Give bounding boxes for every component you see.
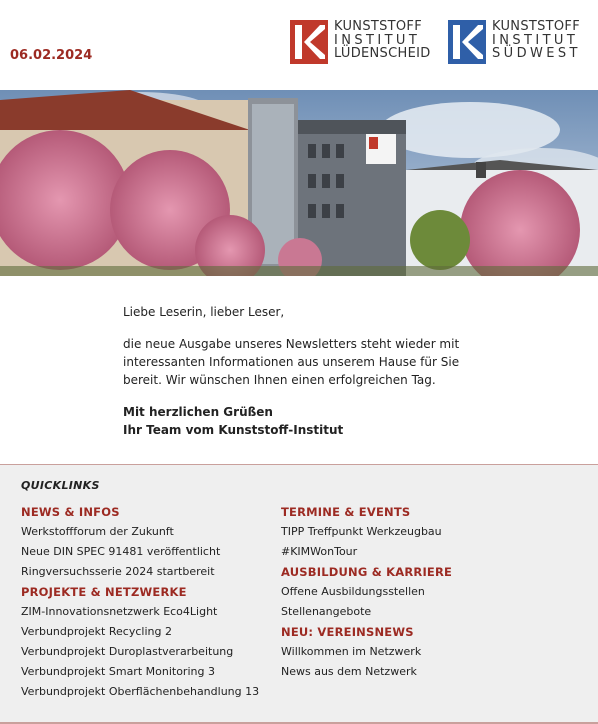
k-logo-red-icon [290,20,328,64]
quicklink[interactable]: #KIMWonTour [281,545,358,558]
quicklink[interactable]: Stellenangebote [281,605,372,618]
quicklinks-section [0,464,598,724]
intro-body: die neue Ausgabe unseres Newsletters steht wieder mit interessanten Informationen aus unserem Hause für Sie bereit. Wir wünschen Ihnen einen erfolgreichen Tag. [123,337,460,387]
quicklink[interactable]: News aus dem Netzwerk [281,665,417,678]
quicklink[interactable]: ZIM-Innovationsnetzwerk Eco4Light [21,605,218,618]
signature-line-1: Mit herzlichen Grüßen [123,405,273,419]
quicklink[interactable]: Verbundprojekt Recycling 2 [21,625,172,638]
quicklink[interactable]: Ringversuchsserie 2024 startbereit [21,565,215,578]
logo-right-line2: INSTITUT [492,32,579,48]
logo-kunststoff-institut-suedwest[interactable] [448,20,581,64]
logo-right-line1: KUNSTSTOFF [492,19,580,34]
quicklink[interactable]: Verbundprojekt Oberflächenbehandlung 13 [21,685,260,698]
quicklink[interactable]: Willkommen im Netzwerk [281,645,422,658]
intro-message [123,303,483,439]
quicklink[interactable]: Offene Ausbildungsstellen [281,585,425,598]
quicklinks-title: QUICKLINKS [21,479,100,492]
section-heading-ausbildung[interactable]: AUSBILDUNG & KARRIERE [281,565,453,579]
quicklink[interactable]: TIPP Treffpunkt Werkzeugbau [281,525,442,538]
newsletter-header [0,0,598,90]
quicklink[interactable]: Verbundprojekt Smart Monitoring 3 [21,665,215,678]
quicklink[interactable]: Neue DIN SPEC 91481 veröffentlicht [21,545,221,558]
logo-kunststoff-institut-luedenscheid[interactable] [290,20,431,64]
quicklink[interactable]: Verbundprojekt Duroplastverarbeitung [21,645,234,658]
section-heading-vereinsnews[interactable]: NEU: VEREINSNEWS [281,625,414,639]
logo-right-line3: SÜDWEST [492,46,581,61]
logo-left-line2: INSTITUT [334,32,421,48]
quicklink[interactable]: Werkstoffforum der Zukunft [21,525,174,538]
logo-left-line3: LÜDENSCHEID [334,46,431,61]
signature-line-2: Ihr Team vom Kunststoff-Institut [123,423,344,437]
section-heading-projekte[interactable]: PROJEKTE & NETZWERKE [21,585,187,599]
logo-left-line1: KUNSTSTOFF [334,19,422,34]
k-logo-blue-icon [448,20,486,64]
hero-building-photo [0,90,598,276]
quicklinks-right-column [281,502,452,682]
section-heading-news[interactable]: NEWS & INFOS [21,505,120,519]
issue-date: 06.02.2024 [10,48,93,63]
greeting: Liebe Leserin, lieber Leser, [123,305,285,319]
section-heading-termine[interactable]: TERMINE & EVENTS [281,505,411,519]
quicklinks-left-column [21,502,259,702]
